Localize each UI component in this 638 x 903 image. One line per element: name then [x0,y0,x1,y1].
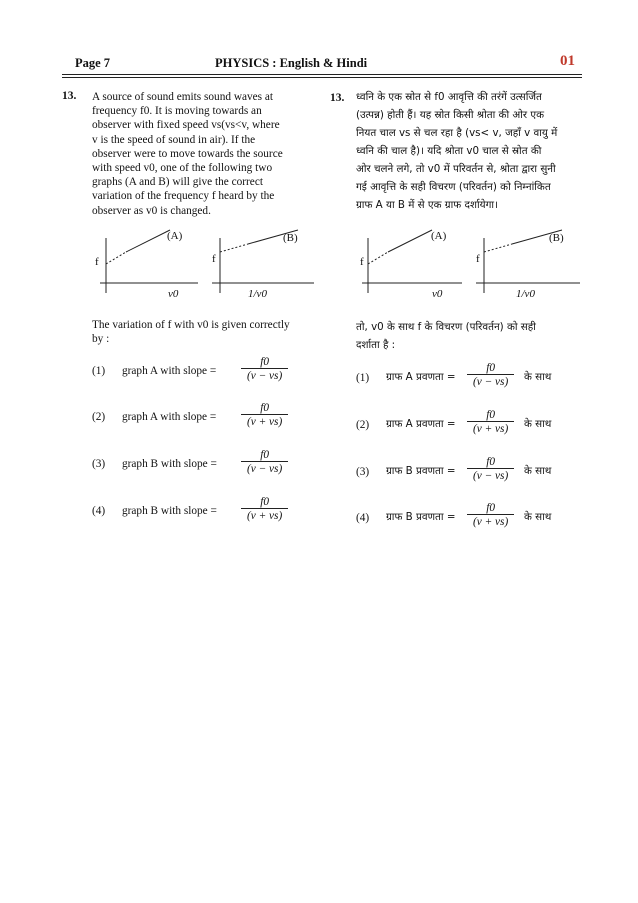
option-text: graph A with slope = [122,411,217,423]
graph-a-line [126,230,170,252]
graph-b-f-label: f [212,253,216,265]
graph-a-x-label: v0 [168,288,179,300]
graph-b-label: (B) [283,232,298,244]
option-hi-4[interactable] [356,502,586,536]
slope-fraction [241,496,288,522]
slope-fraction [467,502,514,528]
graph-a-x-label: v0 [432,288,443,300]
fraction-numerator: f0 [486,362,496,374]
fraction-numerator: f0 [260,356,270,368]
slope-fraction [241,402,288,428]
graph-a-f-label: f [95,256,99,268]
option-text: graph B with slope = [122,458,217,470]
question-line: graphs (A and B) will give the correct [92,176,263,189]
graphs-en [88,228,318,310]
option-en-1[interactable] [92,356,322,390]
fraction-numerator: f0 [486,456,496,468]
question-line: frequency f0. It is moving towards an [92,105,262,118]
graph-b-dashed-line [484,244,512,252]
fraction-denominator: (v + vs) [467,421,514,435]
fraction-denominator: (v + vs) [467,514,514,528]
question-text-hi [356,88,584,214]
graph-a-line [388,230,432,252]
option-number: (2) [356,419,370,431]
option-number: (3) [92,458,106,470]
graph-b-f-label: f [476,253,480,265]
question-line: ध्वनि के एक स्रोत से f0 आवृत्ति की तरंगें उत्सर्जित [356,91,542,103]
graph-b-x-label: 1/v0 [248,288,267,300]
slope-fraction [241,449,288,475]
option-text: graph B with slope = [122,505,217,517]
question-number-hi: 13. [330,92,345,104]
option-number: (2) [92,411,106,423]
question-text-en [92,90,314,218]
paper-code: 01 [560,53,575,69]
option-number: (4) [92,505,106,517]
question-line: (उत्पन्न) होती हैं। यह स्रोत किसी श्रोता की ओर एक [356,109,545,121]
option-hi-3[interactable] [356,456,586,490]
question-line: variation of the frequency f heard by the [92,190,275,203]
option-number: (3) [356,466,370,478]
question-line: observer with fixed speed vs(vs<v, where [92,119,280,132]
question-line: v is the speed of sound in air). If the [92,133,256,146]
question-line: ग्राफ A या B में से एक ग्राफ दर्शायेगा। [356,199,498,211]
graph-a-label: (A) [431,230,447,242]
fraction-denominator: (v − vs) [467,374,514,388]
option-text: ग्राफ A प्रवणता = [386,371,456,383]
question-line: ओर चलने लगे, तो v0 में परिवर्तन से, श्रोता द्वारा सुनी [356,163,556,175]
question-line: observer were to move towards the source [92,147,283,160]
question-line: A source of sound emits sound waves at [92,91,274,103]
variation-line: तो, v0 के साथ f के विचरण (परिवर्तन) को सही [356,321,536,333]
fraction-denominator: (v − vs) [467,468,514,482]
option-hi-2[interactable] [356,409,586,443]
variation-line: The variation of f with v0 is given correctly [92,319,290,331]
option-text: ग्राफ A प्रवणता = [386,418,456,430]
fraction-denominator: (v + vs) [241,508,288,522]
fraction-numerator: f0 [260,496,270,508]
graph-b-x-label: 1/v0 [516,288,535,300]
slope-fraction [241,356,288,382]
option-number: (1) [356,372,370,384]
option-hi-1[interactable] [356,362,586,396]
variation-line: by : [92,333,110,346]
fraction-numerator: f0 [486,409,496,421]
option-en-3[interactable] [92,449,322,483]
slope-fraction [467,362,514,388]
option-suffix: के साथ [524,465,552,477]
graphs-hi [352,228,584,310]
question-line: with speed v0, one of the following two [92,162,273,175]
fraction-denominator: (v − vs) [241,368,288,382]
graph-a-dashed-line [106,252,126,264]
option-en-4[interactable] [92,496,322,530]
option-text: ग्राफ B प्रवणता = [386,511,456,523]
fraction-numerator: f0 [486,502,496,514]
option-suffix: के साथ [524,511,552,523]
question-number-en: 13. [62,90,77,102]
option-text: ग्राफ B प्रवणता = [386,465,456,477]
graph-b-label: (B) [549,232,564,244]
option-number: (4) [356,512,370,524]
page-title: PHYSICS : English & Hindi [215,56,368,70]
question-line: गई आवृत्ति के सही विचरण (परिवर्तन) को निम्नांकित [356,181,551,193]
variation-text-hi [356,318,584,354]
question-line: ध्वनि की चाल है)। यदि श्रोता v0 चाल से स्रोत की [356,145,542,157]
variation-text-en [92,318,320,346]
variation-line: दर्शाता है : [356,339,396,351]
option-suffix: के साथ [524,371,552,383]
graph-a-label: (A) [167,230,183,242]
option-text: graph A with slope = [122,365,217,377]
header-rule-bottom [62,77,582,78]
option-number: (1) [92,365,106,377]
slope-fraction [467,456,514,482]
fraction-denominator: (v − vs) [241,461,288,475]
page-number: Page 7 [75,56,111,70]
fraction-numerator: f0 [260,402,270,414]
question-line: नियत चाल vs से चल रहा है (vs< v, जहाँ v वायु में [356,127,558,139]
option-en-2[interactable] [92,402,322,436]
option-suffix: के साथ [524,418,552,430]
fraction-denominator: (v + vs) [241,414,288,428]
graph-b-dashed-line [220,244,248,252]
graph-a-f-label: f [360,256,364,268]
header-rule-top [62,74,582,75]
graph-a-dashed-line [368,252,388,264]
slope-fraction [467,409,514,435]
fraction-numerator: f0 [260,449,270,461]
question-line: observer as v0 is changed. [92,204,211,217]
